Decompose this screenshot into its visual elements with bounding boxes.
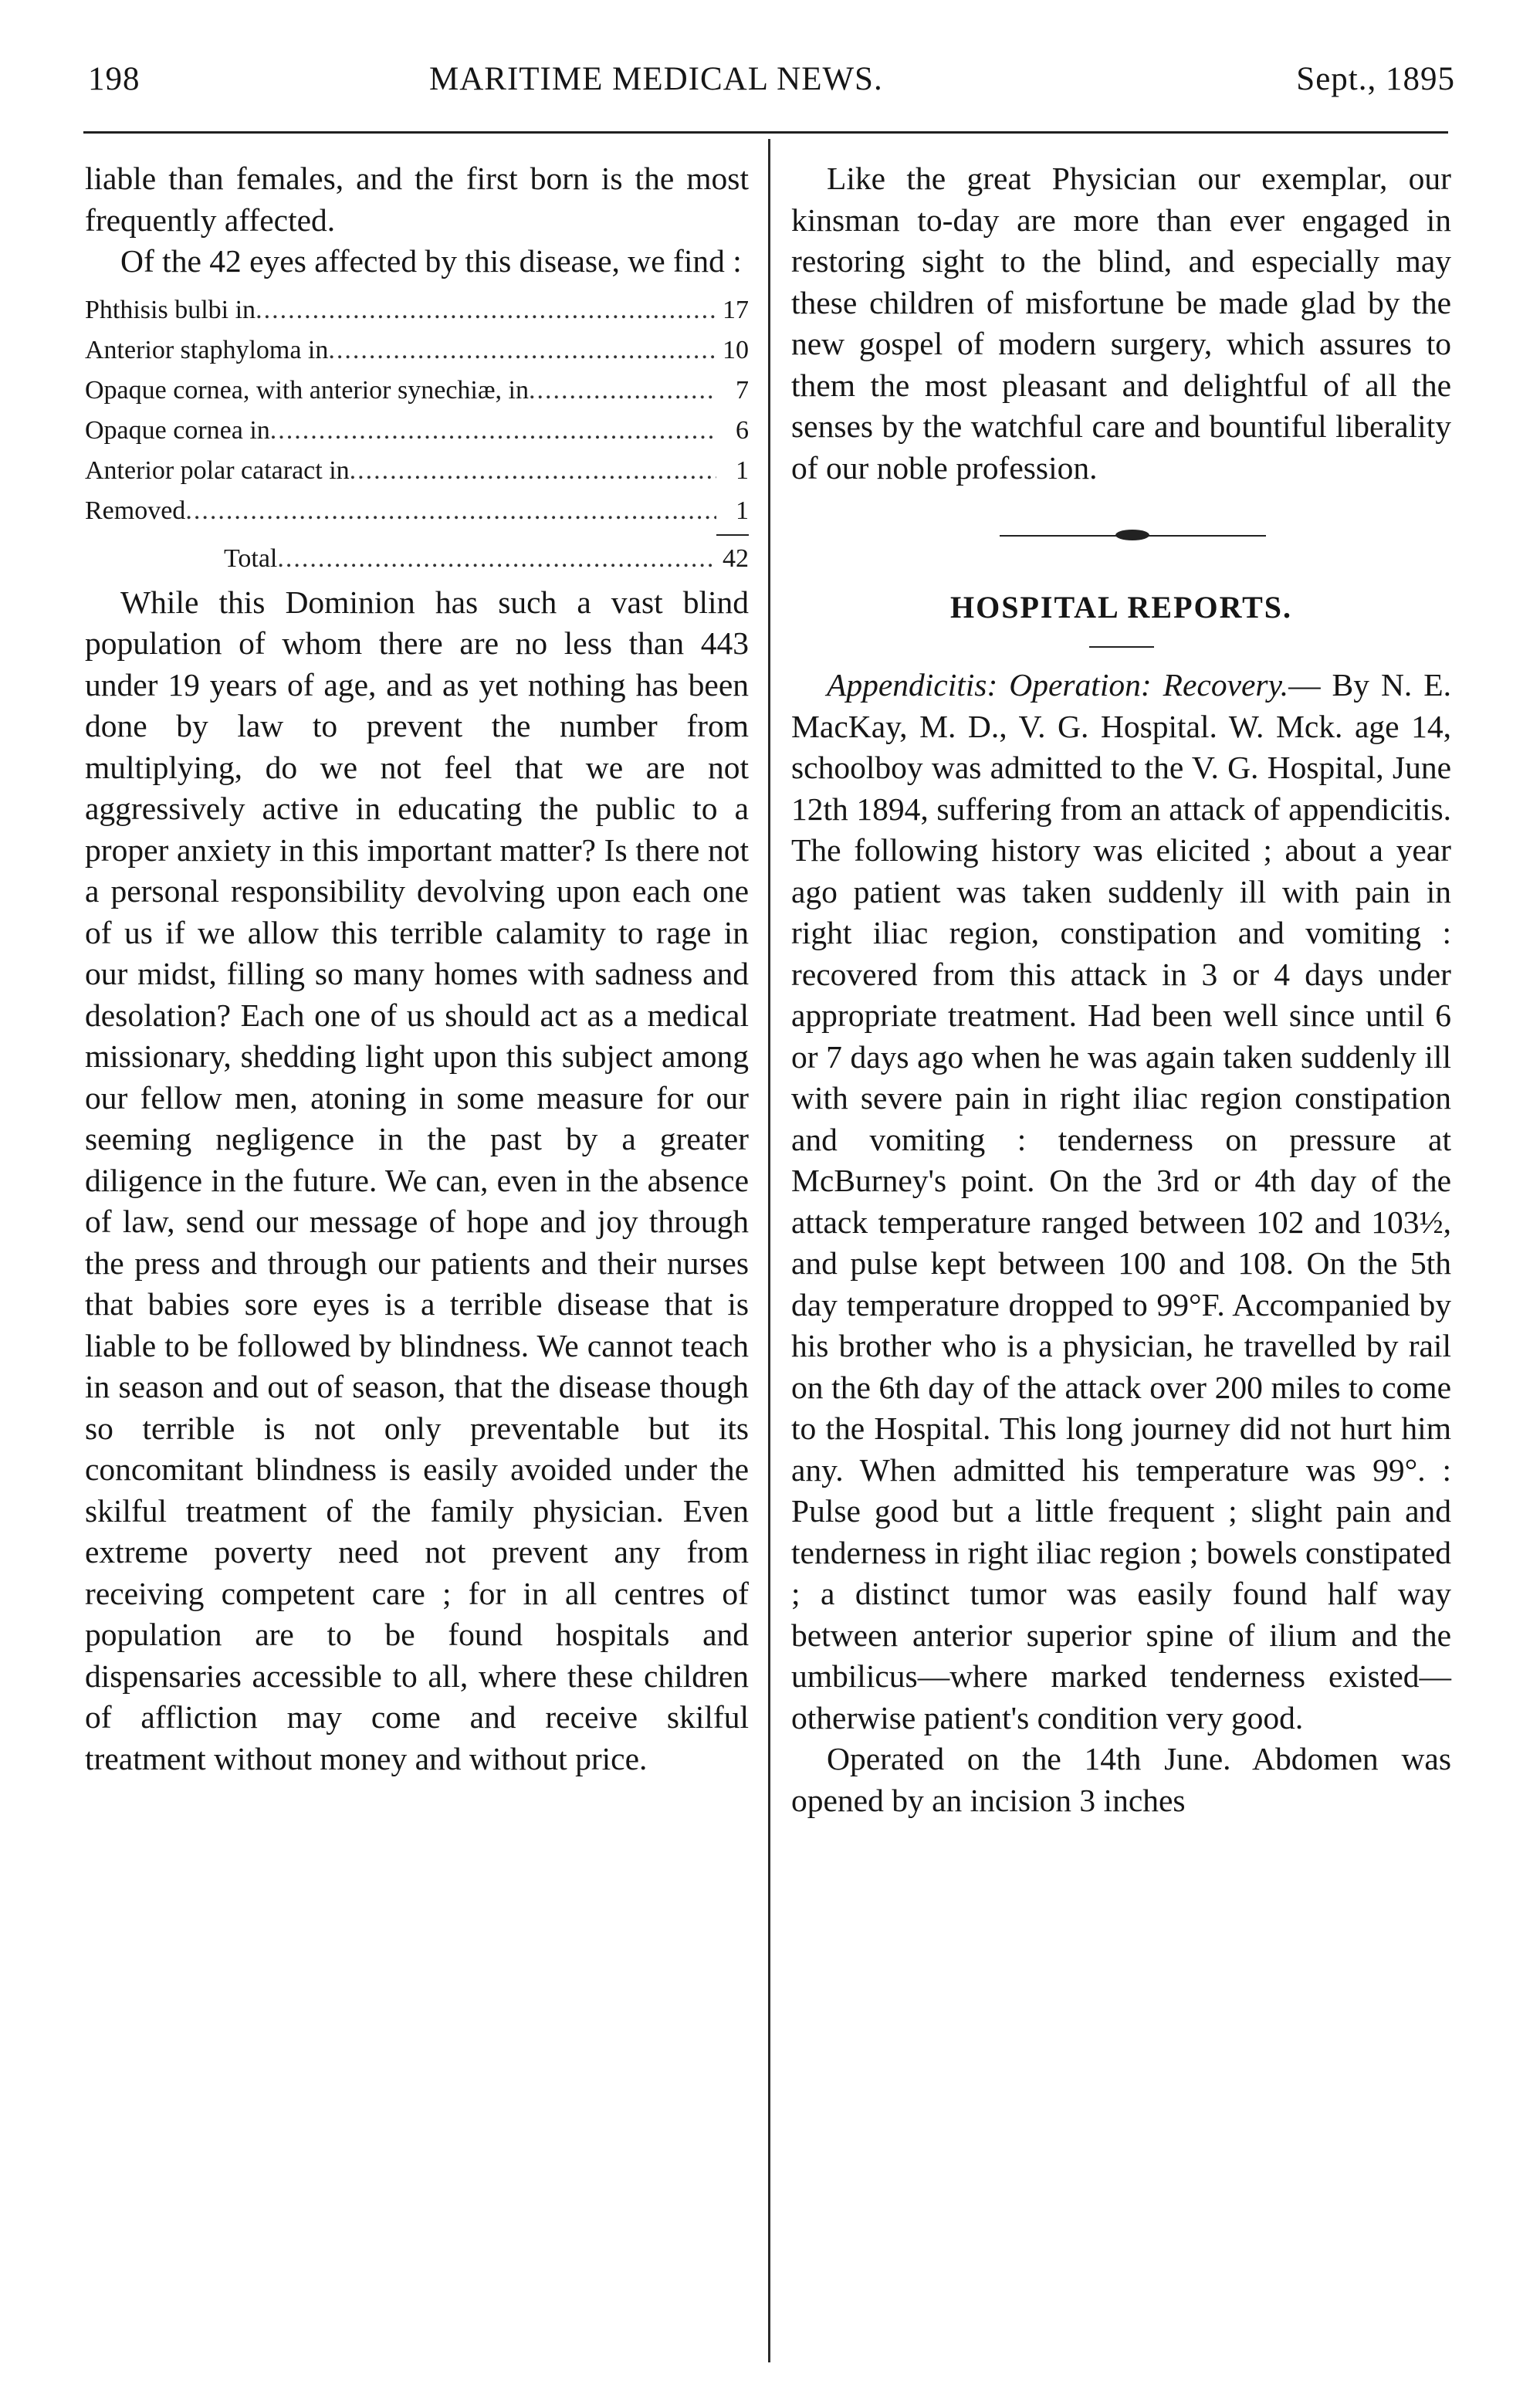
report-title: Appendicitis: Operation: Recovery. bbox=[827, 667, 1289, 703]
sum-rule bbox=[716, 534, 749, 536]
table-row bbox=[85, 290, 749, 330]
report-body: — By N. E. MacKay, M. D., V. G. Hospital. W. Mck. age 14, schoolboy was admitted to the V. G. Hospital, June 12th 1894, suffering from an attack of appendicitis. The following history was elicited ; about a year ago patient was taken suddenly ill with pain in right iliac region, constipation and vomiting : recovered from this attack in 3 or 4 days under appropriate treatment. Had been well since until 6 or 7 days ago when he was again taken suddenly ill with severe pain in right iliac region constipation and vomiting : tenderness on pressure at McBurney's point. On the 3rd or 4th day of the attack temperature ranged between 102 and 103½, and pulse kept between 100 and 108. On the 5th day temperature dropped to 99°F. Accompanied by his brother who is a physician, he travelled by rail on the 6th day of the attack over 200 miles to come to the Hospital. This long journey did not hurt him any. When admitted his temperature was 99°. : Pulse good but a little frequent ; slight pain and tenderness in right iliac region ; bowels constipated ; a distinct tumor was easily found half way between anterior superior spine of ilium and the umbilicus—where marked tenderness existed—otherwise patient's condition very good. bbox=[791, 667, 1451, 1736]
table-row bbox=[85, 371, 749, 411]
leader-dots bbox=[529, 371, 716, 411]
row-value: 6 bbox=[736, 415, 749, 445]
heading-rule bbox=[1089, 646, 1154, 648]
leader-dots bbox=[270, 411, 716, 451]
report-paragraph bbox=[791, 665, 1451, 1739]
lead-paragraph: liable than females, and the first born is the most frequently affected. bbox=[85, 161, 749, 238]
total-label: Total bbox=[224, 544, 278, 573]
row-label: Removed bbox=[85, 496, 186, 525]
table-row bbox=[85, 451, 749, 491]
leader-dots bbox=[277, 539, 716, 579]
table-row bbox=[85, 491, 749, 531]
row-value: 1 bbox=[736, 496, 749, 525]
row-value: 7 bbox=[736, 375, 749, 405]
section-heading: HOSPITAL REPORTS. bbox=[949, 590, 1293, 625]
ornamental-separator bbox=[791, 489, 1451, 581]
row-label: Opaque cornea in bbox=[85, 415, 270, 445]
results-table bbox=[85, 290, 749, 579]
header-rule bbox=[83, 131, 1448, 134]
issue-date: Sept., 1895 bbox=[1296, 61, 1455, 97]
right-column bbox=[791, 158, 1451, 1821]
row-value: 1 bbox=[736, 455, 749, 485]
row-value: 10 bbox=[723, 335, 749, 364]
leader-dots bbox=[350, 451, 716, 491]
table-intro: Of the 42 eyes affected by this disease, we find : bbox=[120, 243, 742, 279]
row-label: Phthisis bulbi in bbox=[85, 295, 256, 324]
page-number: 198 bbox=[88, 61, 140, 97]
main-paragraph: While this Dominion has such a vast blind population of whom there are no less than 443 under 19 years of age, and as yet nothing has been done by law to prevent the number from multiplying, do we not feel that we are not aggressively active in educating the public to a proper anxiety in this important matter? Is there not a personal responsibility devolving upon each one of us if we allow this terrible calamity to rage in our midst, filling so many homes with sadness and desolation? Each one of us should act as a medical missionary, shedding light upon this subject among our fellow men, atoning in some measure for our seeming negligence in the past by a greater diligence in the future. We can, even in the absence of law, send our message of hope and joy through the press and through our patients and their nurses that babies sore eyes is a terrible disease that is liable to be followed by blindness. We cannot teach in season and out of season, that the disease though so terrible is not only preventable but its concomitant blindness is easily avoided under the skilful treatment of the family physician. Even extreme poverty need not prevent any from receiving competent care ; for in all centres of population are to be found hospitals and dispensaries accessible to all, where these children of affliction may come and receive skilful treatment without money and without price. bbox=[85, 584, 749, 1776]
total-value: 42 bbox=[723, 544, 749, 573]
table-row bbox=[85, 411, 749, 451]
column-divider bbox=[768, 139, 770, 2362]
table-row bbox=[85, 330, 749, 371]
row-label: Anterior staphyloma in bbox=[85, 335, 329, 364]
row-value: 17 bbox=[723, 295, 749, 324]
closing-paragraph: Like the great Physician our exemplar, our kinsman to-day are more than ever engaged in restoring sight to the blind, and especially may these children of misfortune be made glad by the new gospel of modern surgery, which assures to them the most pleasant and delightful of all the senses by the watchful care and bountiful liberality of our noble profession. bbox=[791, 161, 1451, 486]
row-label: Opaque cornea, with anterior synechiæ, in bbox=[85, 375, 529, 405]
row-label: Anterior polar cataract in bbox=[85, 455, 350, 485]
leader-dots bbox=[256, 290, 716, 330]
final-paragraph: Operated on the 14th June. Abdomen was opened by an incision 3 inches bbox=[791, 1741, 1451, 1818]
separator-ornament bbox=[1115, 530, 1149, 540]
leader-dots bbox=[185, 491, 716, 531]
running-header bbox=[82, 60, 1455, 107]
leader-dots bbox=[328, 330, 716, 371]
left-column bbox=[85, 158, 749, 1780]
journal-title: MARITIME MEDICAL NEWS. bbox=[429, 61, 883, 97]
table-total-row bbox=[85, 539, 749, 579]
